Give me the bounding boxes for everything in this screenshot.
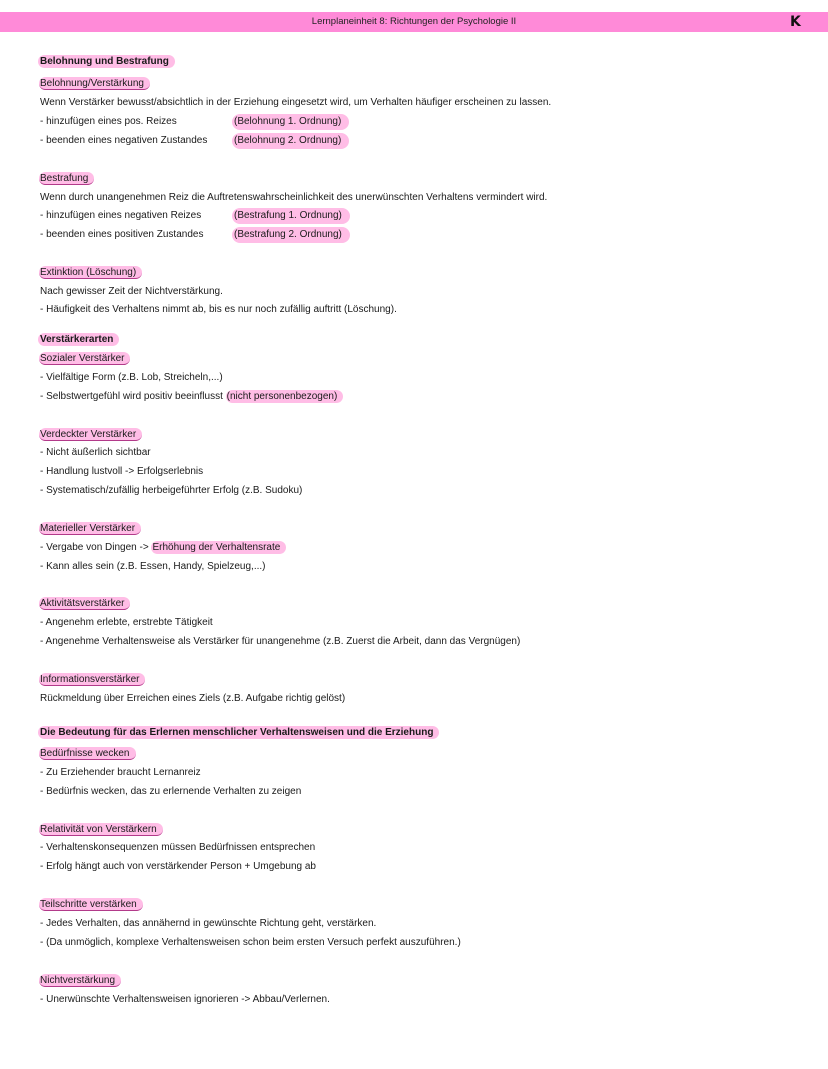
list-item: [40, 115, 440, 129]
list-item: - Bedürfnis wecken, das zu erlernende Verhalten zu zeigen: [40, 786, 302, 797]
subheading: [40, 747, 136, 761]
subheading: [40, 172, 94, 186]
list-item: [40, 541, 286, 555]
body-text: Rückmeldung über Erreichen eines Ziels (z.B. Aufgabe richtig gelöst): [40, 693, 346, 704]
brand-logo-icon: K: [790, 14, 801, 30]
heading-text: Belohnung und Bestrafung: [38, 55, 175, 68]
list-item: [40, 390, 343, 404]
subheading: [40, 266, 142, 280]
list-item: - Vielfältige Form (z.B. Lob, Streicheln,...): [40, 372, 223, 383]
body-text: Nach gewisser Zeit der Nichtverstärkung.: [40, 286, 223, 297]
subheading: [40, 974, 121, 988]
body-text: Wenn durch unangenehmen Reiz die Auftretenswahrscheinlichkeit des unerwünschten Verhaltens vermindert wird.: [40, 192, 548, 203]
list-item: - Handlung lustvoll -> Erfolgserlebnis: [40, 466, 204, 477]
subheading-text: Sozialer Verstärker: [39, 352, 130, 365]
subheading-text: Verdeckter Verstärker: [39, 428, 142, 441]
subheading: [40, 522, 141, 536]
order-tag: (Belohnung 1. Ordnung): [232, 114, 349, 130]
subheading: [40, 428, 142, 442]
subheading-text: Belohnung/Verstärkung: [39, 77, 150, 90]
list-item: [40, 209, 440, 223]
header-bar: [0, 12, 828, 32]
heading-text: Die Bedeutung für das Erlernen menschlicher Verhaltensweisen und die Erziehung: [38, 726, 439, 739]
body-text: Wenn Verstärker bewusst/absichtlich in der Erziehung eingesetzt wird, um Verhalten häufiger erscheinen zu lassen.: [40, 97, 552, 108]
highlight-text: (nicht personenbezogen): [226, 390, 344, 403]
subheading-text: Materieller Verstärker: [39, 522, 141, 535]
list-item: - Häufigkeit des Verhaltens nimmt ab, bis es nur noch zufällig auftritt (Löschung).: [40, 304, 397, 315]
heading-text: Verstärkerarten: [38, 333, 119, 346]
list-item: - Jedes Verhalten, das annähernd in gewünschte Richtung geht, verstärken.: [40, 918, 377, 929]
list-item: [40, 228, 440, 242]
order-tag: (Bestrafung 1. Ordnung): [232, 208, 350, 224]
list-item: - Unerwünschte Verhaltensweisen ignorieren -> Abbau/Verlernen.: [40, 994, 330, 1005]
list-item: - Angenehme Verhaltensweise als Verstärker für unangenehme (z.B. Zuerst die Arbeit, dann das Vergnügen): [40, 636, 521, 647]
list-item: - Systematisch/zufällig herbeigeführter Erfolg (z.B. Sudoku): [40, 485, 303, 496]
list-item-text: - Selbstwertgefühl wird positiv beeinflusst: [40, 391, 226, 402]
subheading: [40, 673, 145, 687]
list-item-text: - Vergabe von Dingen ->: [40, 542, 152, 553]
section-heading: [40, 55, 175, 69]
list-item: - Angenehm erlebte, erstrebte Tätigkeit: [40, 617, 213, 628]
subheading-text: Teilschritte verstärken: [39, 898, 143, 911]
list-item: - Erfolg hängt auch von verstärkender Person + Umgebung ab: [40, 861, 316, 872]
section-heading: [40, 333, 119, 347]
subheading-text: Nichtverstärkung: [39, 974, 121, 987]
list-item: - Verhaltenskonsequenzen müssen Bedürfnissen entsprechen: [40, 842, 316, 853]
subheading-text: Informationsverstärker: [39, 673, 145, 686]
highlight-text: Erhöhung der Verhaltensrate: [151, 541, 286, 554]
list-item: - (Da unmöglich, komplexe Verhaltensweisen schon beim ersten Versuch perfekt auszuführen.): [40, 937, 461, 948]
list-item-text: - beenden eines negativen Zustandes: [40, 135, 208, 146]
section-heading: [40, 726, 439, 740]
list-item-text: - beenden eines positiven Zustandes: [40, 229, 204, 240]
list-item: - Nicht äußerlich sichtbar: [40, 447, 151, 458]
subheading: [40, 898, 143, 912]
list-item: - Zu Erziehender braucht Lernanreiz: [40, 767, 201, 778]
order-tag: (Belohnung 2. Ordnung): [232, 133, 349, 149]
subheading-text: Bestrafung: [39, 172, 94, 185]
subheading-text: Bedürfnisse wecken: [39, 747, 136, 760]
subheading: [40, 77, 150, 91]
order-tag: (Bestrafung 2. Ordnung): [232, 227, 350, 243]
list-item: - Kann alles sein (z.B. Essen, Handy, Spielzeug,...): [40, 561, 266, 572]
list-item-text: - hinzufügen eines pos. Reizes: [40, 116, 177, 127]
subheading-text: Extinktion (Löschung): [39, 266, 142, 279]
subheading: [40, 823, 163, 837]
subheading: [40, 352, 130, 366]
list-item: [40, 134, 440, 148]
subheading-text: Aktivitätsverstärker: [39, 597, 130, 610]
page-title: Lernplaneinheit 8: Richtungen der Psychologie II: [311, 16, 517, 27]
list-item-text: - hinzufügen eines negativen Reizes: [40, 210, 202, 221]
subheading: [40, 597, 130, 611]
subheading-text: Relativität von Verstärkern: [39, 823, 163, 836]
